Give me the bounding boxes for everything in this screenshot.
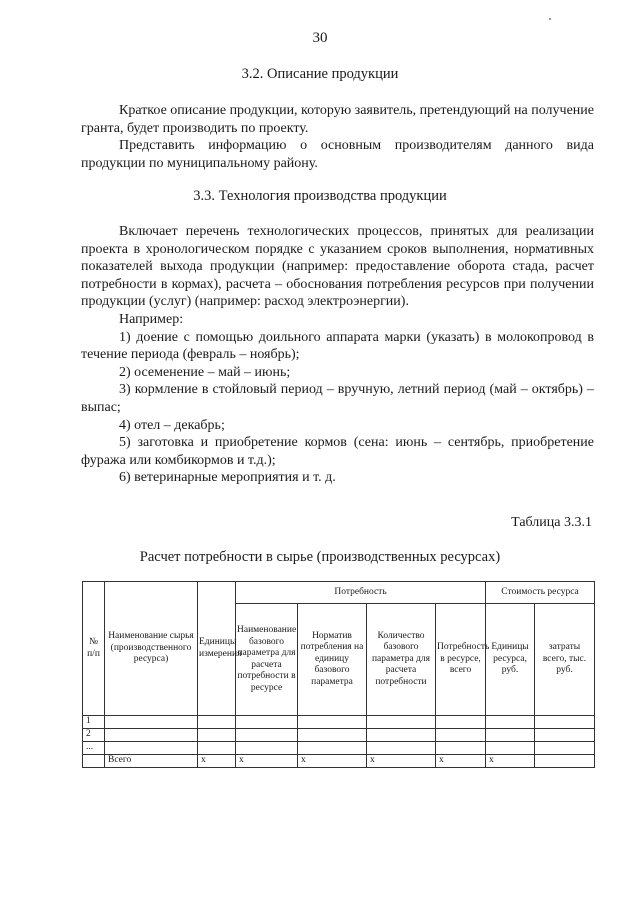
total-need: x — [436, 755, 486, 768]
list-item: 5) заготовка и приобретение кормов (сена: июнь – сентябрь, приобретение фуража или комбикормов и т.д.); — [81, 435, 594, 468]
list-item: 1) доение с помощью доильного аппарата марки (указать) в молокопровод в течение периода (февраль – ноябрь); — [81, 329, 594, 363]
paragraph: Включает перечень технологических процессов, принятых для реализации проекта в хронологическом порядке с указанием сроков выполнения, нормативных показателей выхода продукции (например: предоставление оборота стада, расчет потребности в кормах), расчета – обоснования потребления ресурсов при получении продукции (услуг) (например: расход электроэнергии). — [81, 224, 594, 310]
list-item: 4) отел – декабрь; — [119, 417, 225, 433]
total-base-param: x — [236, 755, 298, 768]
table-row — [83, 742, 595, 755]
resource-table — [82, 581, 595, 768]
total-qty: x — [367, 755, 436, 768]
header-qty: Количество базового параметра для расчета потребности — [367, 604, 436, 716]
header-need: Потребность в ресурсе, всего — [436, 604, 486, 716]
header-cost-group: Стоимость ресурса — [486, 582, 595, 604]
table-title: Расчет потребности в сырье (производственных ресурсах) — [139, 549, 501, 565]
row-num: 1 — [83, 716, 105, 729]
total-norm: x — [298, 755, 367, 768]
total-label: Всего — [105, 755, 198, 768]
section-3-2-body — [81, 102, 594, 172]
total-unit: x — [198, 755, 236, 768]
header-unit: Единицы измерения — [198, 582, 236, 716]
header-norm: Норматив потребления на единицу базового параметра — [298, 604, 367, 716]
total-unit-price: x — [486, 755, 535, 768]
header-need-group: Потребность — [236, 582, 486, 604]
list-item: 6) ветеринарные мероприятия и т. д. — [119, 470, 336, 486]
header-unit-price: Единицы ресурса, руб. — [486, 604, 535, 716]
section-3-3-body — [81, 223, 594, 487]
header-num: № п/п — [83, 582, 105, 716]
header-total-cost: затраты всего, тыс. руб. — [535, 604, 595, 716]
paragraph: Представить информацию о основным производителям данного вида продукции по муниципальному району. — [81, 138, 594, 171]
section-heading-3-2: 3.2. Описание продукции — [241, 66, 399, 82]
header-base-param: Наименование базового параметра для расчета потребности в ресурсе — [236, 604, 298, 716]
page-number: 30 — [312, 30, 328, 46]
table-label: Таблица 3.3.1 — [511, 515, 592, 530]
list-item: 2) осеменение – май – июнь; — [119, 364, 291, 380]
row-num: ... — [83, 742, 105, 755]
scan-mark — [549, 18, 551, 20]
header-name: Наименование сырья (производственного ресурса) — [105, 582, 198, 716]
table-total-row — [83, 755, 595, 768]
table-row — [83, 729, 595, 742]
row-num: 2 — [83, 729, 105, 742]
list-item: 3) кормление в стойловый период – вручную, летний период (май – октябрь) – выпас; — [81, 382, 594, 415]
paragraph: Краткое описание продукции, которую заявитель, претендующий на получение гранта, будет производить по проекту. — [81, 103, 594, 136]
table-row — [83, 716, 595, 729]
example-label: Например: — [119, 311, 184, 327]
section-heading-3-3: 3.3. Технология производства продукции — [193, 188, 447, 204]
